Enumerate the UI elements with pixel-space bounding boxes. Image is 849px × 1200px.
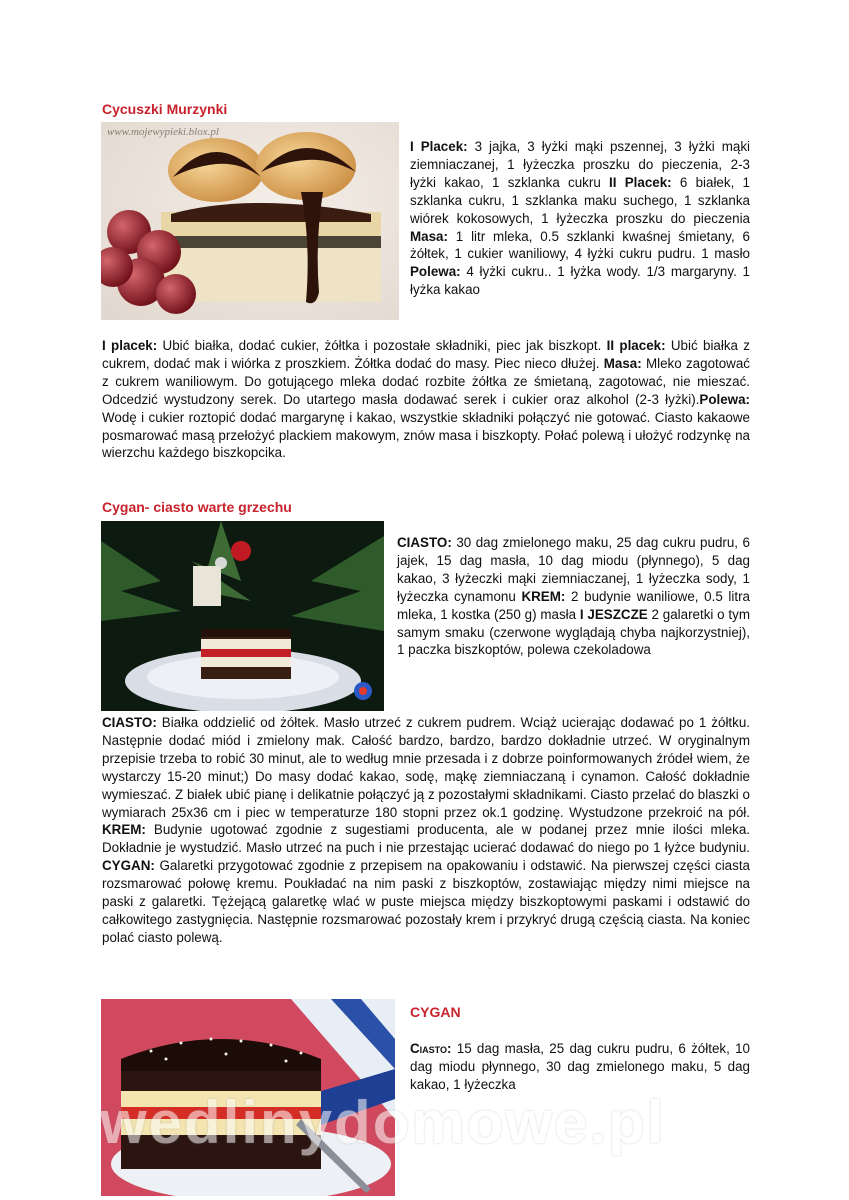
- recipe-title: CYGAN: [410, 1004, 461, 1020]
- recipe-ingredients: CIASTO: 30 dag zmielonego maku, 25 dag cukru pudru, 6 jajek, 15 dag masła, 10 dag miodu (płynnego), 5 dag kakao, 3 łyżeczki mąki ziemniaczanej, 1 łyżeczka sody, 1 łyżeczka cynamonu KREM: 2 budynie waniliowe, 0.5 litra mleka, 1 kostka (250 g) masła I JESZCZE 2 galaretki o tym samym smaku (czerwone wyglądają chyba najkorzystniej), 1 paczka biszkoptów, polewa czekoladowa: [397, 535, 751, 658]
- recipe-method: CIASTO: Białka oddzielić od żółtek. Masło utrzeć z cukrem pudrem. Wciąż ucierając dodawać po 1 żółtku. Następnie dodać miód i zmielony mak. Całość bardzo, bardzo, bardzo dokładnie utrzeć. W oryginalnym przepisie trzeba to robić 30 minut, ale to według mnie przesada i z dobrze poinformowanych źródeł wiem, że wystarczy 15-20 minut;) Do masy dodać kakao, sodę, mąkę ziemniaczaną i cynamon. Całość dokładnie wymieszać. Z białek ubić pianę i delikatnie połączyć ją z pozostałymi składnikami. Ciasto przelać do blaszki o wymiarach 25x36 cm i piec w temperaturze 180 stopni przez ok.1 godzinę. Wystudzone przekroić na pół. KREM: Budynie ugotować zgodnie z sugestiami producenta, ale w podanej przez mnie ilości mleka. Dokładnie je wystudzić. Masło utrzeć na puch i nie przestając ucierać dodawać do niego po 1 łyżce budyniu. CYGAN: Galaretki przygotować zgodnie z przepisem na opakowaniu i odstawić. Na pierwszej części ciasta rozsmarować połowę kremu. Poukładać na nim paski z biszkoptów, zostawiając między nimi miejsce na paski z galaretki. Tężejącą galaretkę wlać w puste miejsca między biszkoptowymi paskami i odstawić do całkowitego zastygnięcia. Następnie rozsmarować pozostały krem i przykryć drugą częścią ciasta. Na koniec polać ciasto polewą.: [102, 715, 750, 945]
- recipe-ingredients: Ciasto: 15 dag masła, 25 dag cukru pudru, 6 żółtek, 10 dag miodu płynnego, 30 dag zmielonego maku, 5 dag kakao, 1 łyżeczka: [410, 1041, 750, 1092]
- cake-photo-cygan-2: [101, 999, 395, 1196]
- cake-photo-cygan: [101, 521, 384, 711]
- recipe-method: I placek: Ubić białka, dodać cukier, żółtka i pozostałe składniki, piec jak biszkopt. II placek: Ubić białka z cukrem, dodać mak i wiórka z proszkiem. Żółtka dodać do masy. Piec nieco dłużej. Masa: Mleko zagotować z cukrem waniliowym. Do gotującego mleka dodać rozbite żółtka ze śmietaną, zagotować, nie mieszać. Odcedzić wystudzony serek. Do utartego masła dodawać serek i cukier oraz alkohol (2-3 łyżki).Polewa: Wodę i cukier roztopić dodać margarynę i kakao, wszystkie składniki połączyć nie gotować. Ciasto kakaowe posmarować masą przełożyć plackiem makowym, znów masa i biszkopty. Połać polewą i ułożyć rodzynkę na wierzchu każdego biszkopcika.: [102, 338, 751, 461]
- image-watermark: www.mojewypieki.blox.pl: [107, 126, 219, 138]
- recipe-ingredients: I Placek: 3 jajka, 3 łyżki mąki pszennej, 3 łyżki mąki ziemniaczanej, 1 łyżeczka proszku do pieczenia, 2-3 łyżki kakao, 1 szklanka cukru II Placek: 6 białek, 1 szklanka cukru, 1 szklanka maku suchego, 1 szklanka wiórek kokosowych, 1 łyżeczka proszku do pieczenia Masa: 1 litr mleka, 0.5 szklanki kwaśnej śmietany, 6 żółtek, 1 cukier waniliowy, 4 łyżki cukru pudru. 1 masło Polewa: 4 łyżki cukru.. 1 łyżka wody. 1/3 margaryny. 1 łyżka kakao: [410, 139, 750, 298]
- cake-photo-cycuszki: [101, 122, 399, 320]
- recipe-title: Cygan- ciasto warte grzechu: [102, 499, 292, 515]
- recipe-title: Cycuszki Murzynki: [102, 101, 228, 117]
- site-watermark: wedlinydomowe.pl: [100, 1089, 666, 1156]
